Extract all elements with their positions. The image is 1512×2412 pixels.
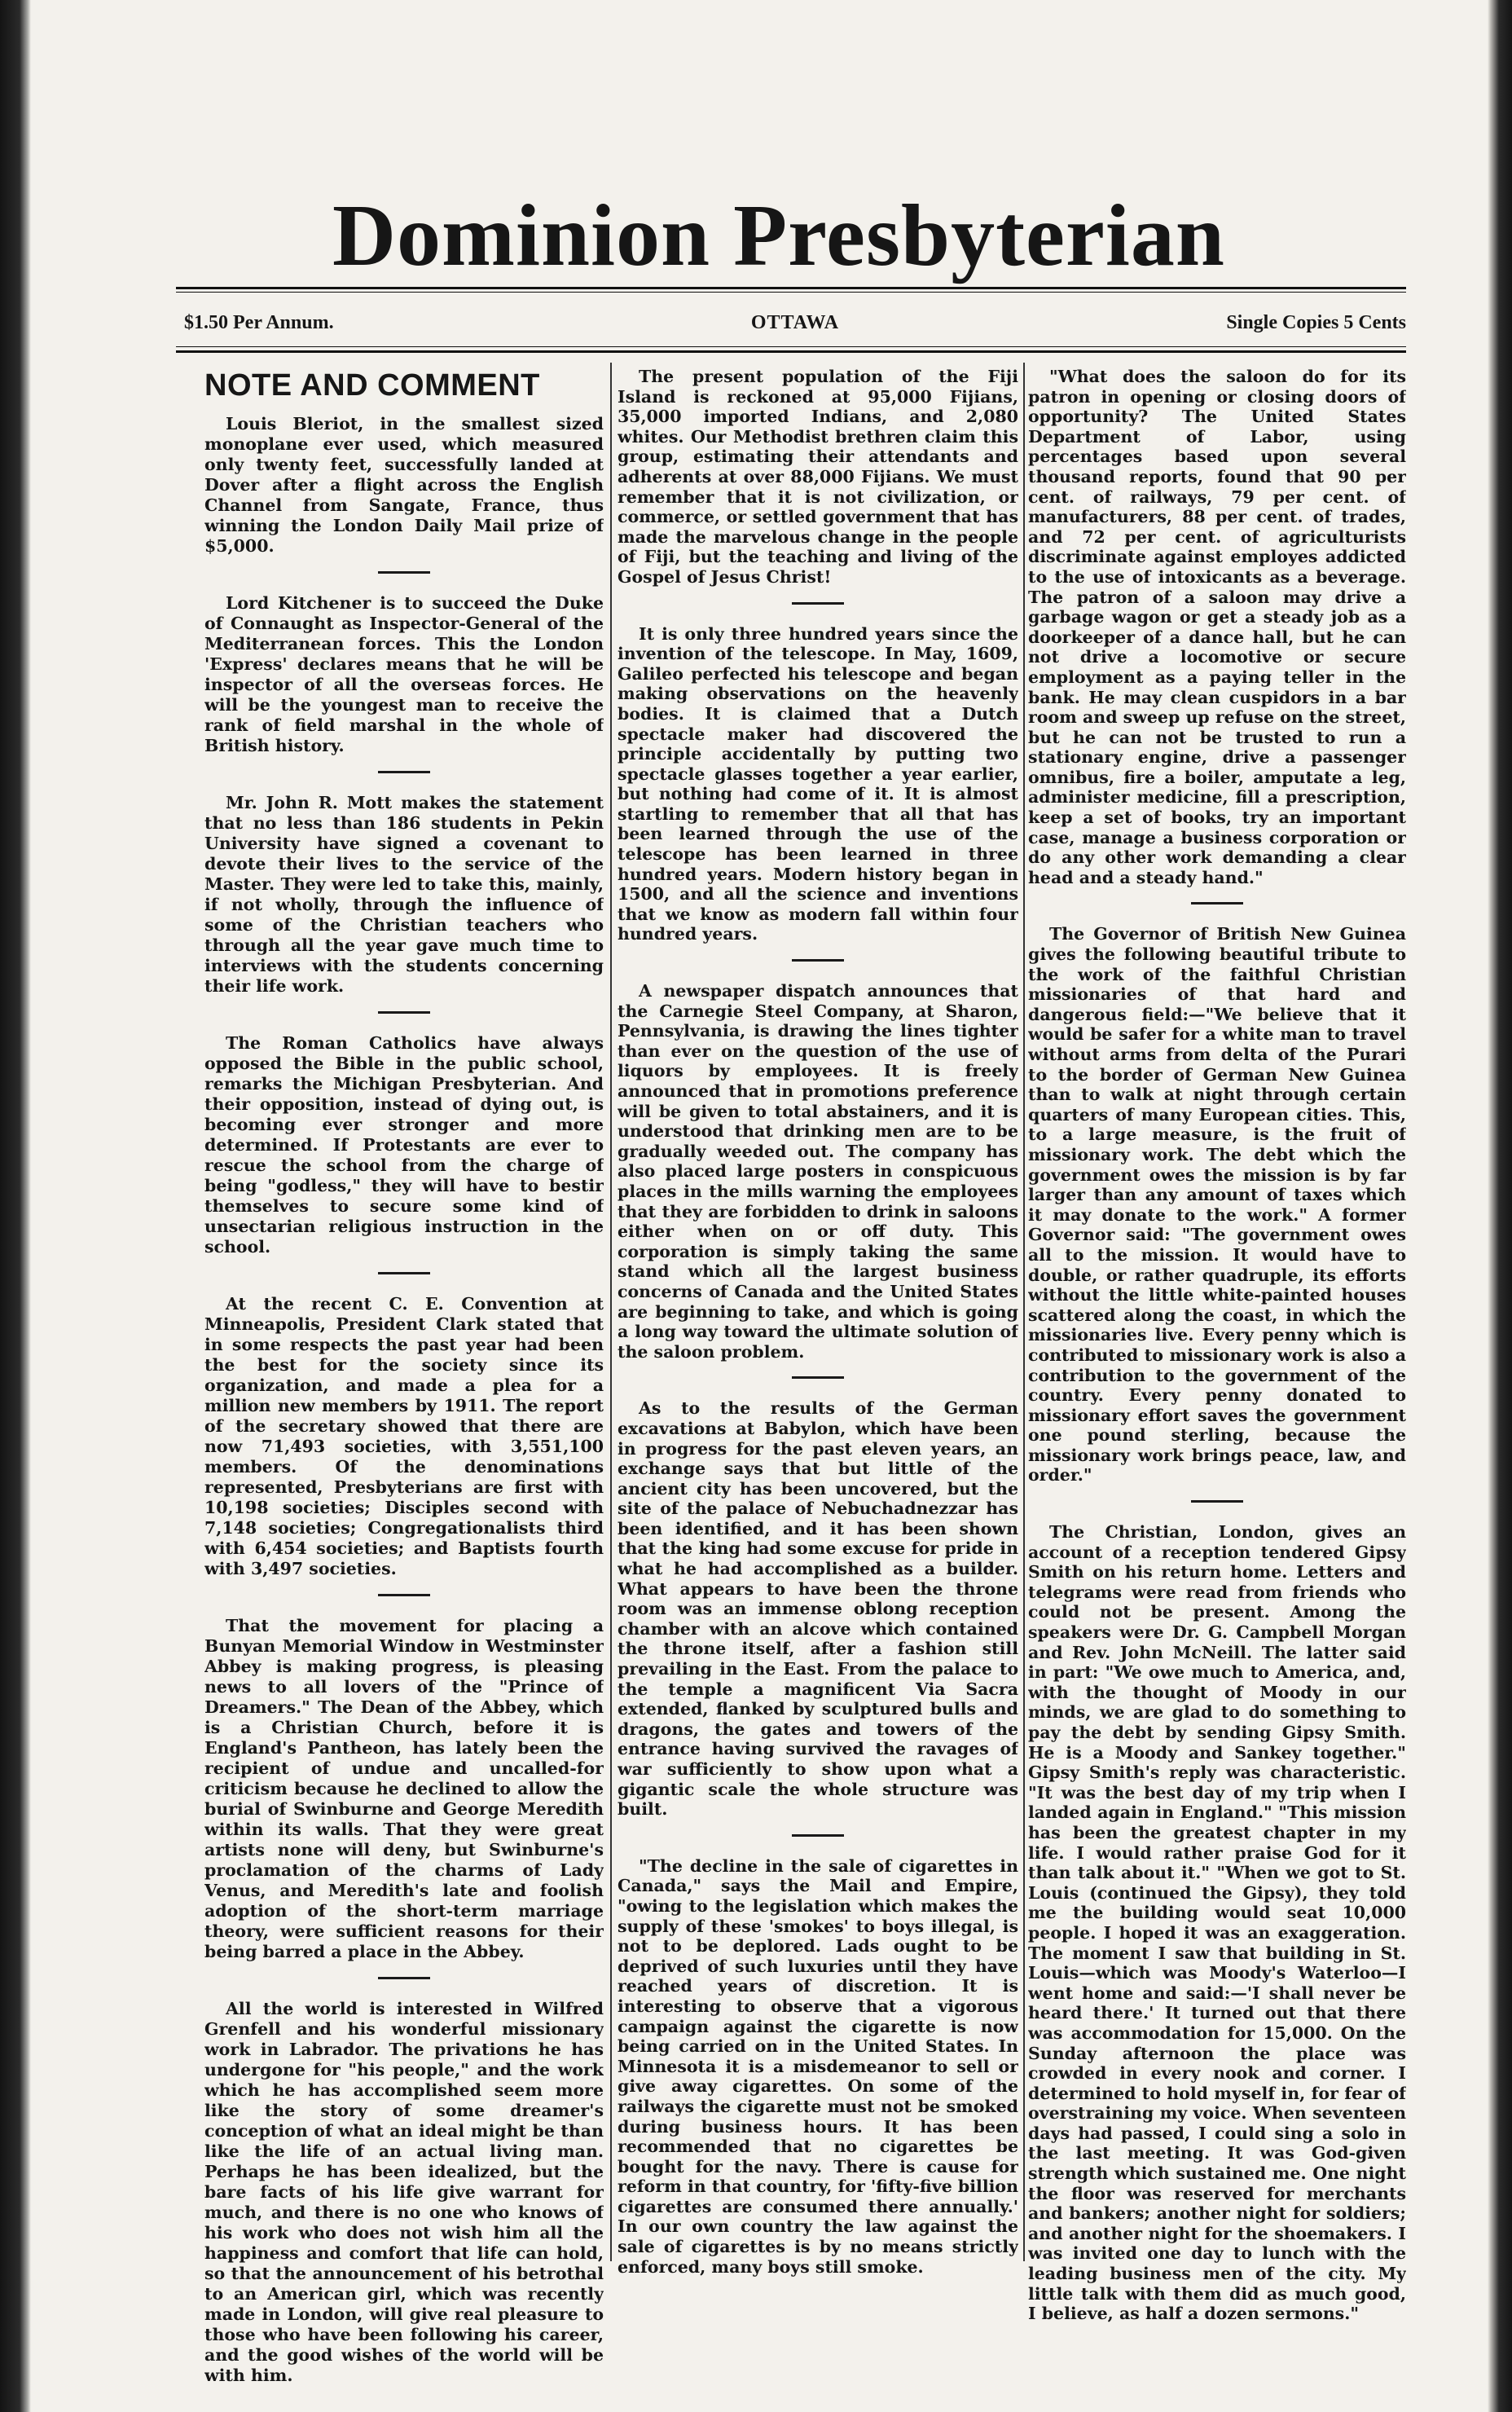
single-copy-price: Single Copies 5 Cents [1226, 312, 1406, 333]
section-heading: NOTE AND COMMENT [204, 368, 540, 403]
news-item-bleriot: Louis Bleriot, in the smallest sized monoplane ever used, which measured only twenty feet, successfully landed at Dover after a flight across the English Channel from Sangate, France, thus winning the London Daily Mail prize of $5,000. [204, 414, 604, 556]
subscription-price: $1.50 Per Annum. [184, 312, 334, 333]
news-item-fiji: The present population of the Fiji Island is reckoned at 95,000 Fijians, 35,000 imported Indians, and 2,080 whites. Our Methodist brethren claim this group, estimating their attendants and adherents at over 88,000 Fijians. We must remember that it is not civilization, or commerce, or settled government that has made the marvelous change in the people of Fiji, but the teaching and living of the Gospel of Jesus Christ! [618, 367, 1018, 587]
column-divider-2 [1023, 363, 1025, 2261]
news-item-bunyan-window: That the movement for placing a Bunyan Memorial Window in Westminster Abbey is making progress, is pleasing news to all lovers of the "Prince of Dreamers." The Dean of the Abbey, which is a Christian Church, before it is England's Pantheon, has lately been the recipient of undue and uncalled-for criticism because he declined to allow the burial of Swinburne and George Meredith within its walls. That they were great artists none will deny, but Swinburne's proclamation of the charms of Lady Venus, and Meredith's late and foolish adoption of the short-term marriage theory, were sufficient reasons for their being barred a place in the Abbey. [204, 1616, 604, 1961]
masthead-info-row [184, 312, 1406, 340]
header-rule-thin [176, 346, 1406, 347]
newspaper-page [46, 0, 1466, 2412]
news-item-telescope: It is only three hundred years since the invention of the telescope. In May, 1609, Galileo perfected his telescope and began making observations on the heavenly bodies. It is claimed that a Dutch spectacle maker had discovered the principle accidentally by putting two spectacle glasses together a year earlier, but nothing had come of it. It is almost startling to remember that all that has been learned through the use of the telescope has been learned in three hundred years. Modern history began in 1500, and all the science and inventions that we know as modern fall within four hundred years. [618, 623, 1018, 944]
news-item-grenfell: All the world is interested in Wilfred Grenfell and his wonderful missionary work in Labrador. The privations he has undergone for "his people," and the work which he has accomplished seem more like the story of some dreamer's conception of what an ideal might be than like the life of an actual living man. Perhaps he has been idealized, but the bare facts of his life give warrant for much, and there is no one who knows of his work who does not wish him all the happiness and comfort that life can hold, so that the announcement of his betrothal to an American girl, which was recently made in London, will give real pleasure to those who have been following his career, and the good wishes of the world will be with him. [204, 1999, 604, 2385]
article-column-3 [1028, 367, 1406, 2324]
news-item-carnegie-steel: A newspaper dispatch announces that the Carnegie Steel Company, at Sharon, Pennsylvania, is drawing the lines tighter than ever on the question of the use of liquors by employees. It is freely announced that in promotions preference will be given to total abstainers, and it is understood that drinking men are to be gradually weeded out. The company has also placed large posters in conspicuous places in the mills warning the employees that they are forbidden to drink in saloons either when on or off duty. This corporation is simply taking the same stand which all the largest business concerns of Canada and the United States are beginning to take, and which is going a long way toward the ultimate solution of the saloon problem. [618, 981, 1018, 1362]
item-separator [1191, 902, 1243, 904]
item-separator [792, 602, 844, 605]
news-item-ce-convention: At the recent C. E. Convention at Minneapolis, President Clark stated that in some respects the past year had been the best for the society since its organization, and made a plea for a million new members by 1911. The report of the secretary showed that there are now 71,493 societies, with 3,551,100 members. Of the denominations represented, Presbyterians are first with 10,198 societies; Disciples second with 7,148 societies; Congregationalists third with 6,454 societies; and Baptists fourth with 3,497 societies. [204, 1294, 604, 1578]
article-column-1 [204, 367, 604, 2386]
item-separator [792, 1834, 844, 1837]
item-separator [378, 571, 430, 574]
news-item-kitchener: Lord Kitchener is to succeed the Duke of Connaught as Inspector-General of the Mediterranean forces. This the London 'Express' declares means that he will be inspector of all the overseas forces. He will be the youngest man to receive the rank of field marshal in the whole of British history. [204, 593, 604, 755]
scan-border-left [0, 0, 31, 2412]
item-separator [378, 1011, 430, 1014]
masthead-title: Dominion Presbyterian [332, 187, 1225, 284]
publication-city: OTTAWA [750, 312, 840, 333]
news-item-gipsy-smith: The Christian, London, gives an account of a reception tendered Gipsy Smith on his return home. Letters and telegrams were read from friends who could not be present. Among the speakers were Dr. G. Campbell Morgan and Rev. John McNeill. The latter said in part: "We owe much to America, and, with the thought of Moody in our minds, we are glad to do something to pay the debt by sending Gipsy Smith. He is a Moody and Sankey together." Gipsy Smith's reply was characteristic. "It was the best day of my trip when I landed again in England." "This mission has been the greatest chapter in my life. I would rather praise God for it than talk about it." "When we got to St. Louis (continued the Gipsy), they told me the building would seat 10,000 people. I hoped it was an exaggeration. The moment I saw that building in St. Louis—which was Moody's Waterloo—I went home and said:—'I shall never be heard there.' It turned out that there was accommodation for 15,000. On the Sunday afternoon the place was crowded in every nook and corner. I determined to hold myself in, for fear of overstraining my voice. When seventeen days had passed, I could sing a solo in the last meeting. It was God-given strength which sustained me. One night the floor was reserved for merchants and bankers; another night for soldiers; and another night for the shoemakers. I was invited one day to lunch with the leading business men of the city. My little talk with them did as much good, I believe, as half a dozen sermons." [1028, 1522, 1406, 2324]
item-separator [378, 1594, 430, 1596]
news-item-catholics: The Roman Catholics have always opposed the Bible in the public school, remarks the Michigan Presbyterian. And their opposition, instead of dying out, is becoming ever stronger and more determined. If Protestants are ever to rescue the school from the charge of being "godless," they will have to bestir themselves to secure some kind of unsectarian religious instruction in the school. [204, 1033, 604, 1257]
masthead-rule-top-thin [176, 292, 1406, 293]
masthead-rule-top [176, 287, 1406, 289]
scan-border-right [1488, 0, 1512, 2412]
item-separator [792, 959, 844, 962]
item-separator [378, 1977, 430, 1979]
column-divider-1 [610, 363, 612, 2261]
item-separator [1191, 1500, 1243, 1503]
news-item-saloon: "What does the saloon do for its patron in opening or closing doors of opportunity? The United States Department of Labor, using percentages based upon several thousand reports, found that 90 per cent. of railways, 79 per cent. of manufacturers, 88 per cent. of trades, and 72 per cent. of agriculturists discriminate against employes addicted to the use of intoxicants as a beverage. The patron of a saloon may drive a garbage wagon or get a steady job as a doorkeeper of a dance hall, but he can not drive a locomotive or secure employment as a paying teller in the bank. He may clean cuspidors in a bar room and sweep up refuse on the street, but he can not be trusted to run a stationary engine, drive a passenger omnibus, fire a boiler, amputate a leg, administer medicine, fill a prescription, keep a set of books, try an important case, manage a business corporation or do any other work demanding a clear head and a steady hand." [1028, 367, 1406, 887]
item-separator [792, 1376, 844, 1379]
news-item-cigarettes: "The decline in the sale of cigarettes in Canada," says the Mail and Empire, "owing to the legislation which makes the supply of these 'smokes' to boys illegal, is not to be deplored. Lads ought to be deprived of such luxuries until they have reached years of discretion. It is interesting to observe that a vigorous campaign against the cigarette is now being carried on in the United States. In Minnesota it is a misdemeanor to sell or give away cigarettes. On some of the railways the cigarette must not be smoked during business hours. It has been recommended that no cigarettes be bought for the navy. There is cause for reform in that country, for 'fifty-five billion cigarettes are consumed there annually.' In our own country the law against the sale of cigarettes is by no means strictly enforced, many boys still smoke. [618, 1855, 1018, 2277]
article-column-2 [618, 367, 1018, 2277]
news-item-babylon: As to the results of the German excavations at Babylon, which have been in progress for the past eleven years, an exchange says that but little of the ancient city has been uncovered, but the site of the palace of Nebuchadnezzar has been identified, and it has been shown that the king had some excuse for pride in what he had accomplished as a builder. What appears to have been the throne room was an immense oblong reception chamber with an alcove which contained the throne itself, after a fashion still prevailing in the East. From the palace to the temple a magnificent Via Sacra extended, flanked by sculptured bulls and dragons, the gates and towers of the entrance having survived the ravages of war sufficiently to show upon what a gigantic scale the whole structure was built. [618, 1398, 1018, 1820]
item-separator [378, 771, 430, 773]
item-separator [378, 1272, 430, 1274]
header-rule-thick [176, 350, 1406, 353]
news-item-mott: Mr. John R. Mott makes the statement that no less than 186 students in Pekin University have signed a covenant to devote their lives to the service of the Master. They were led to take this, mainly, if not wholly, through the influence of some of the Christian teachers who through all the year gave much time to interviews with the students concerning their life work. [204, 793, 604, 996]
news-item-new-guinea: The Governor of British New Guinea gives the following beautiful tribute to the work of the faithful Christian missionaries of that hard and dangerous field:—"We believe that it would be safer for a white man to travel without arms from delta of the Purari to the border of German New Guinea than to walk at night through certain quarters of many European cities. This, to a large measure, is the fruit of missionary work. The debt which the government owes the mission is by far larger than any amount of taxes which it may donate to the work." A former Governor said: "The government owes all to the mission. It would have to double, or rather quadruple, its efforts without the little white-painted houses scattered along the coast, in which the missionaries live. Every penny which is contributed to missionary work is also a contribution to the government of the country. Every penny donated to missionary effort saves the government one pound sterling, because the missionary work brings peace, law, and order." [1028, 924, 1406, 1485]
